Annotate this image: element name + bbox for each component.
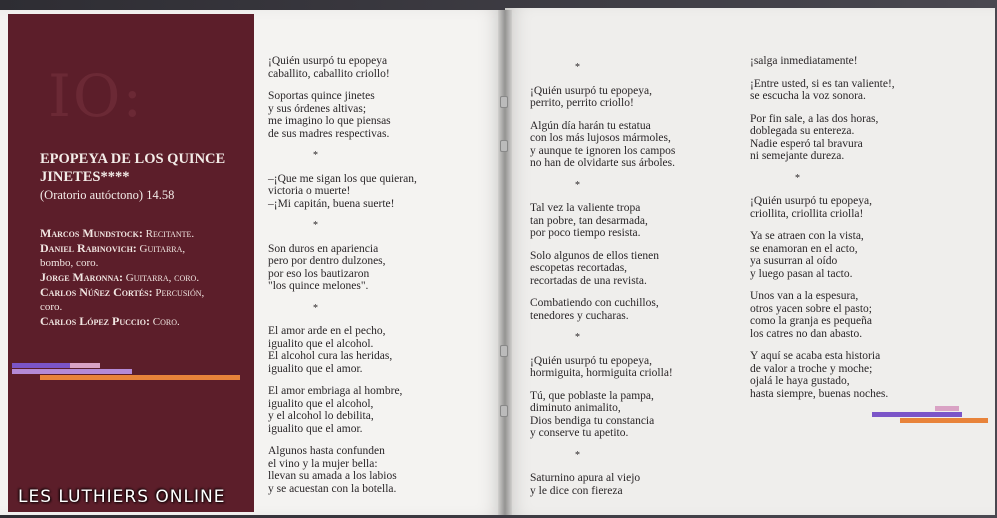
credit-role: Guitarra, coro.	[123, 272, 200, 284]
panel-logo-mark: IO:	[48, 62, 145, 130]
lyric-stanza: Algún día harán tu estatua con los más lujosos mármoles, y aunque te ignoren los campos no han de olvidarte sus árboles.	[530, 119, 676, 169]
lyric-stanza: –¡Que me sigan los que quieran, victoria o muerte! –¡Mi capitán, buena suerte!	[268, 172, 417, 210]
staple-upper	[500, 140, 508, 152]
credits-list	[40, 226, 250, 329]
stanza-separator: *	[313, 302, 318, 314]
lyric-stanza: ¡Entre usted, si es tan valiente!, se escucha la voz sonora.	[750, 77, 895, 102]
song-subtitle: (Oratorio autóctono) 14.58	[40, 188, 175, 202]
watermark-text: LES LUTHIERS ONLINE	[18, 487, 226, 507]
lyric-stanza: Por fin sale, a las dos horas, doblegada su entereza. Nadie esperó tal bravura ni semejante dureza.	[750, 112, 879, 162]
strip-orange-left	[40, 375, 240, 380]
lyric-stanza: El amor arde en el pecho, igualito que el alcohol. El alcohol cura las heridas, igualito que el amor.	[268, 325, 393, 375]
stanza-separator: *	[575, 449, 580, 461]
lyric-stanza: Saturnino apura al viejo y le dice con fiereza	[530, 472, 641, 497]
staple-top	[500, 96, 508, 108]
credit-name: Carlos López Puccio:	[40, 314, 151, 328]
credit-row	[40, 285, 250, 300]
lyric-stanza: Unos van a la espesura, otros yacen sobre el pasto; como la granja es pequeña los catres no dan abasto.	[750, 290, 872, 340]
booklet-spine	[498, 10, 512, 515]
lyric-stanza: Y aquí se acaba esta historia de valor a troche y moche; ojalá le haya gustado, hasta siempre, buenas noches.	[750, 350, 889, 400]
stanza-separator: *	[575, 179, 580, 191]
lyric-stanza: ¡Quién usurpó tu epopeya, criollita, criollita criolla!	[750, 195, 872, 220]
strip-lilac-left	[12, 369, 132, 374]
credit-role-continued: coro.	[40, 301, 63, 313]
song-title: EPOPEYA DE LOS QUINCE JINETES****	[40, 151, 226, 185]
lyric-stanza: ¡salga inmediatamente!	[750, 55, 858, 67]
credit-name: Marcos Mundstock:	[40, 226, 143, 240]
lyrics-column-right	[750, 55, 960, 410]
lyric-stanza: ¡Quién usurpó tu epopeya, hormiguita, hormiguita criolla!	[530, 354, 673, 379]
lyrics-column-left	[268, 55, 488, 505]
staple-lower	[500, 345, 508, 357]
lyric-stanza: Ya se atraen con la vista, se enamoran en el acto, ya susurran al oído y luego pasan al tacto.	[750, 230, 864, 280]
credit-role-continued: bombo, coro.	[40, 257, 99, 269]
credit-row	[40, 270, 250, 285]
credit-role: Coro.	[150, 316, 180, 328]
lyric-stanza: Son duros en apariencia pero por dentro dulzones, por eso los bautizaron "los quince melones".	[268, 242, 386, 292]
lyric-stanza: El amor embriaga al hombre, igualito que el alcohol, y el alcohol lo debilita, igualito que el amor.	[268, 385, 403, 435]
credit-role: Recitante.	[142, 228, 195, 240]
lyric-stanza: ¡Quién usurpó tu epopeya, perrito, perrito criollo!	[530, 84, 652, 109]
stanza-separator: *	[575, 332, 580, 343]
lyric-stanza: Tú, que poblaste la pampa, diminuto animalito, Dios bendiga tu constancia y conserve tu apetito.	[530, 389, 655, 439]
strip-orange-right	[900, 418, 988, 423]
lyric-stanza: Combatiendo con cuchillos, tenedores y cucharas.	[530, 297, 659, 322]
stanza-separator: *	[313, 220, 318, 231]
credit-role: Guitarra,	[136, 243, 186, 255]
credit-name: Daniel Rabinovich:	[40, 241, 137, 255]
stanza-separator: *	[795, 172, 800, 184]
lyrics-column-middle	[530, 62, 740, 507]
lyric-stanza: Algunos hasta confunden el vino y la mujer bella: llevan su amada a los labios y se acuestan con la botella.	[268, 445, 397, 495]
credit-row	[40, 241, 250, 256]
lyric-stanza: Tal vez la valiente tropa tan pobre, tan desarmada, por poco tiempo resista.	[530, 202, 648, 239]
credit-row	[40, 314, 250, 329]
credit-name: Jorge Maronna:	[40, 270, 123, 284]
staple-bottom	[500, 405, 508, 417]
strip-pink-left	[70, 363, 100, 368]
lyric-stanza: Soportas quince jinetes y sus órdenes altivas; me imagino lo que piensas de sus madres respectivas.	[268, 90, 391, 140]
credit-row	[40, 226, 250, 241]
stanza-separator: *	[575, 62, 580, 73]
strip-purple-right	[872, 412, 962, 417]
stanza-separator: *	[313, 150, 318, 161]
strip-purple-left	[12, 363, 72, 368]
credit-name: Carlos Núñez Cortés:	[40, 285, 153, 299]
credit-role: Percusión,	[152, 287, 205, 299]
lyric-stanza: Solo algunos de ellos tienen escopetas recortadas, recortadas de una revista.	[530, 249, 660, 287]
lyric-stanza: ¡Quién usurpó tu epopeya caballito, caballito criollo!	[268, 55, 390, 80]
